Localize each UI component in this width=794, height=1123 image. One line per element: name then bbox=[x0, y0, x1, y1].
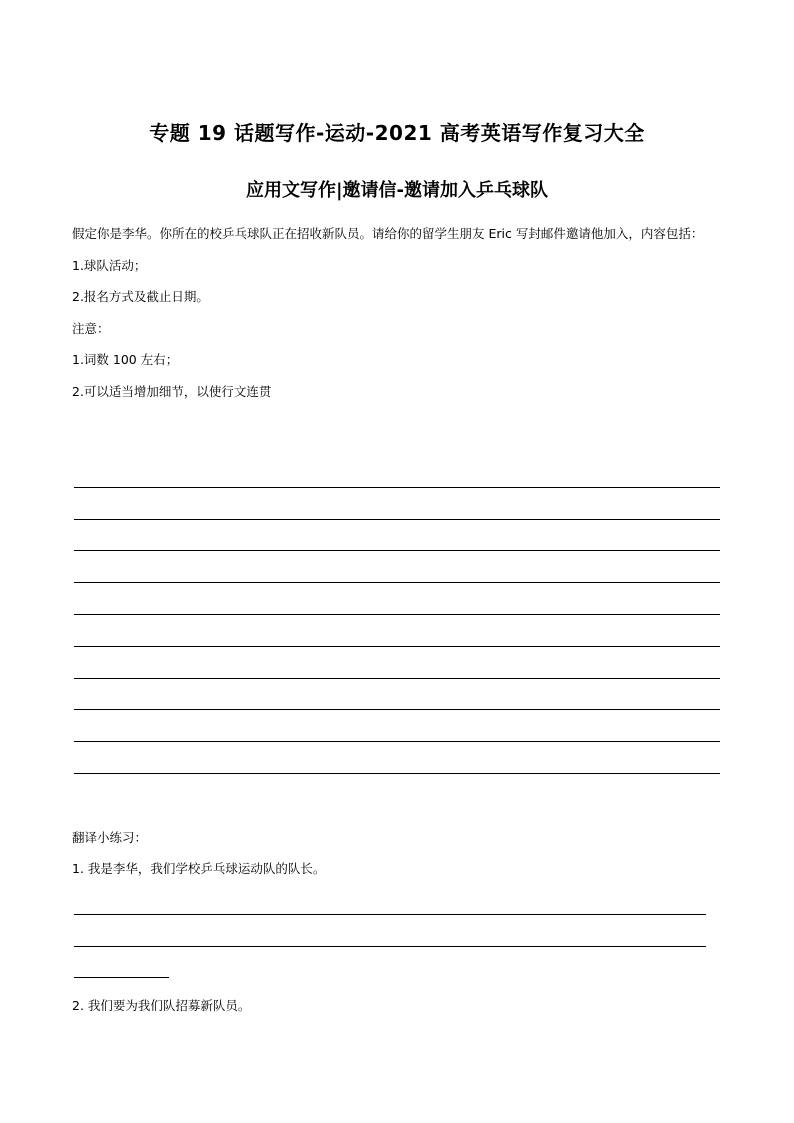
practice-question-1: 1. 我是李华，我们学校乒乓球运动队的队长。 bbox=[72, 861, 326, 876]
practice-heading: 翻译小练习： bbox=[72, 830, 148, 845]
translation-practice bbox=[72, 822, 722, 884]
prompt-intro: 假定你是李华。你所在的校乒乓球队正在招收新队员。请给你的留学生朋友 Eric 写封邮件邀请他加入，内容包括： bbox=[72, 226, 704, 241]
answer-line[interactable] bbox=[74, 946, 706, 947]
writing-line[interactable] bbox=[74, 647, 720, 679]
writing-line[interactable] bbox=[74, 520, 720, 552]
note-2: 2.可以适当增加细节，以使行文连贯 bbox=[72, 383, 272, 399]
page-subtitle: 应用文写作|邀请信-邀请加入乒乓球队 bbox=[245, 180, 549, 201]
writing-prompt bbox=[72, 218, 722, 408]
writing-line[interactable] bbox=[74, 615, 720, 647]
answer-line[interactable] bbox=[74, 977, 169, 978]
writing-line[interactable] bbox=[74, 456, 720, 488]
writing-line[interactable] bbox=[74, 710, 720, 742]
writing-line[interactable] bbox=[74, 551, 720, 583]
writing-line[interactable] bbox=[74, 679, 720, 711]
writing-line[interactable] bbox=[74, 583, 720, 615]
practice-question-2: 2. 我们要为我们队招募新队员。 bbox=[72, 998, 251, 1013]
note-1: 1.词数 100 左右； bbox=[72, 352, 179, 368]
answer-line[interactable] bbox=[74, 914, 706, 915]
prompt-point-1: 1.球队活动； bbox=[72, 257, 147, 273]
writing-lines bbox=[74, 456, 720, 774]
writing-line[interactable] bbox=[74, 742, 720, 774]
note-label: 注意： bbox=[72, 320, 110, 336]
prompt-point-2: 2.报名方式及截止日期。 bbox=[72, 289, 209, 305]
writing-line[interactable] bbox=[74, 488, 720, 520]
page-title: 专题 19 话题写作-运动-2021 高考英语写作复习大全 bbox=[149, 121, 645, 145]
